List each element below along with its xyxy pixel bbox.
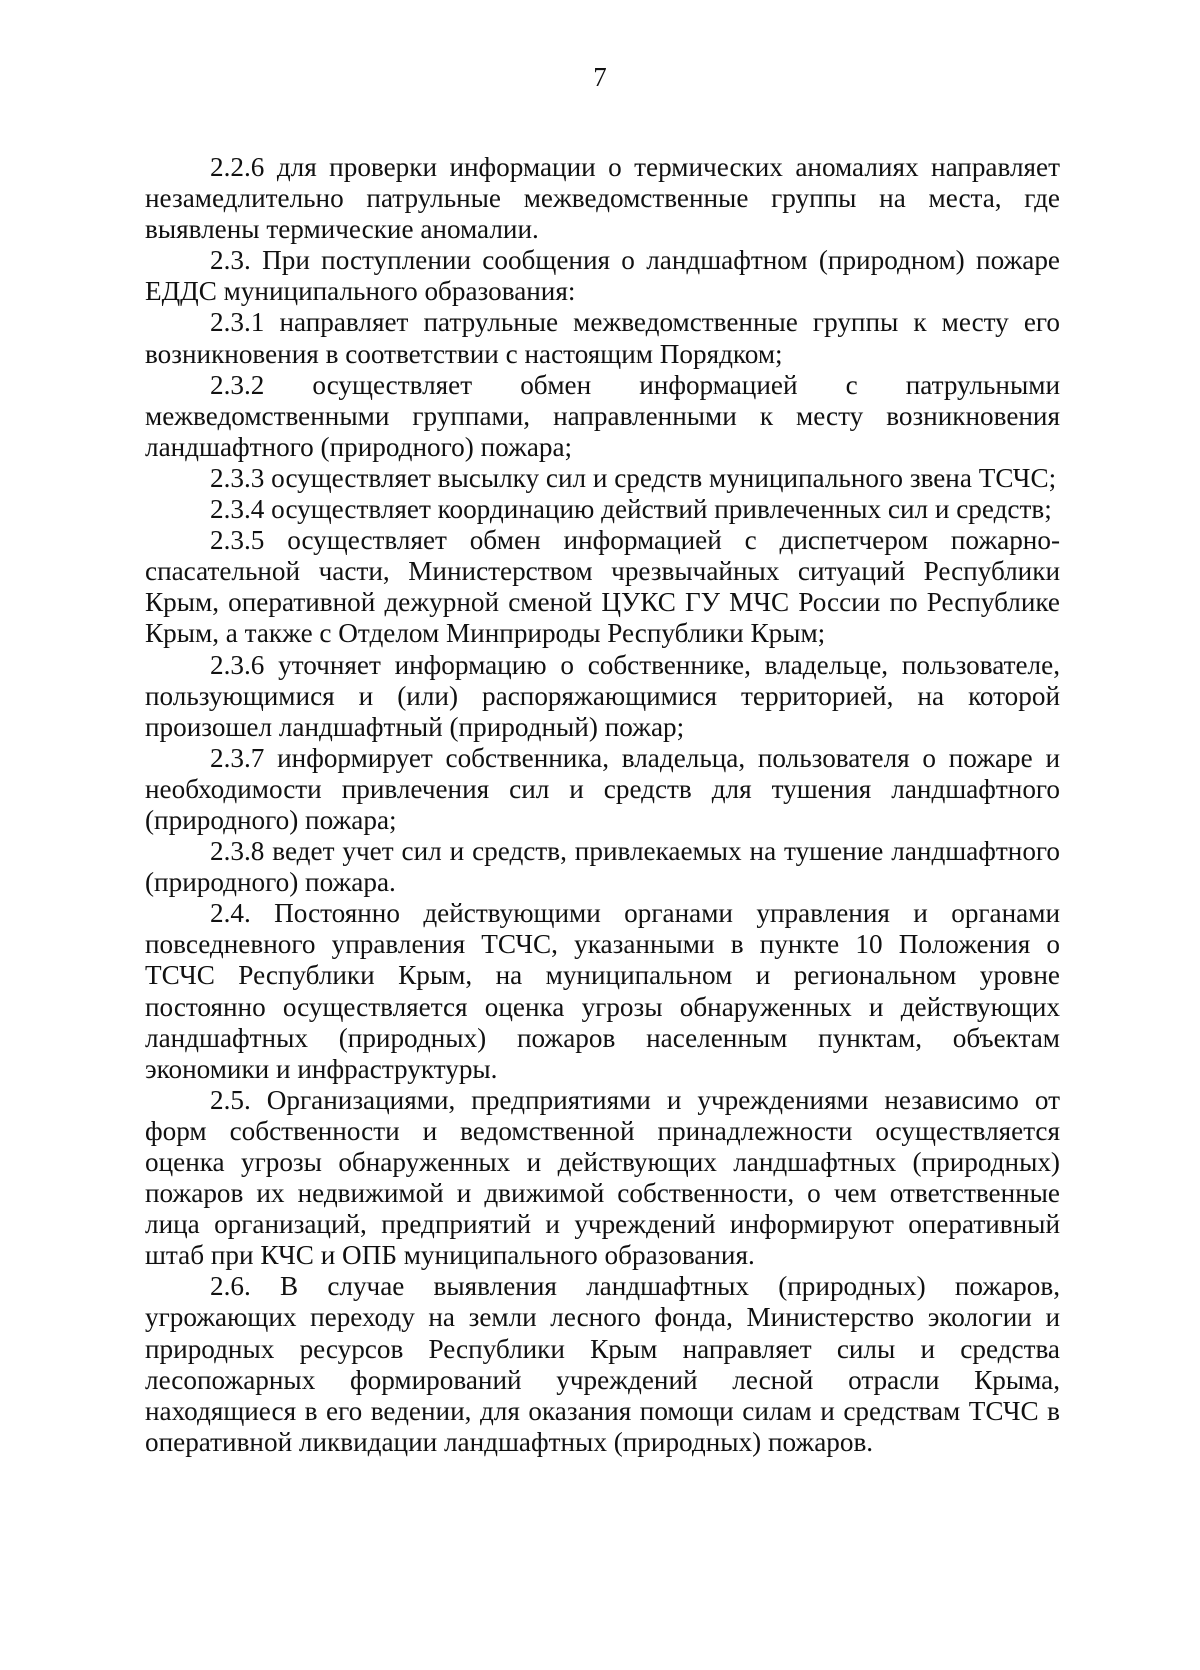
paragraph-2-4: 2.4. Постоянно действующими органами управления и органами повседневного управления ТСЧС, указанными в пункте 10 Положения о ТСЧС Республики Крым, на муниципальном и региональном уровне постоянно осуществляется оценка угрозы обнаруженных и действующих ландшафтных (природных) пожаров населенным пунктам, объектам экономики и инфраструктуры. <box>145 898 1060 1084</box>
paragraph-2-3-2: 2.3.2 осуществляет обмен информацией с патрульными межведомственными группами, направленными к месту возникновения ландшафтного (природного) пожара; <box>145 369 1060 462</box>
paragraph-2-3-6: 2.3.6 уточняет информацию о собственнике, владельце, пользователе, пользующимися и (или) распоряжающимися территорией, на которой произошел ландшафтный (природный) пожар; <box>145 649 1060 742</box>
paragraph-2-3-5: 2.3.5 осуществляет обмен информацией с диспетчером пожарно-спасательной части, Министерством чрезвычайных ситуаций Республики Крым, оперативной дежурной сменой ЦУКС ГУ МЧС России по Республике Крым, а также с Отделом Минприроды Республики Крым; <box>145 525 1060 649</box>
paragraph-2-3-4: 2.3.4 осуществляет координацию действий привлеченных сил и средств; <box>210 494 1052 525</box>
paragraph-2-3-3: 2.3.3 осуществляет высылку сил и средств муниципального звена ТСЧС; <box>210 462 1057 493</box>
page-number: 7 <box>593 62 607 92</box>
paragraph-2-5: 2.5. Организациями, предприятиями и учреждениями независимо от форм собственности и ведомственной принадлежности осуществляется оценка угрозы обнаруженных и действующих ландшафтных (природных) пожаров их недвижимой и движимой собственности, о чем ответственные лица организаций, предприятий и учреждений информируют оперативный штаб при КЧС и ОПБ муниципального образования. <box>145 1084 1060 1271</box>
paragraph-2-3-8: 2.3.8 ведет учет сил и средств, привлекаемых на тушение ландшафтного (природного) пожара. <box>145 836 1060 898</box>
document-body <box>145 152 1060 1458</box>
paragraph-2-3: 2.3. При поступлении сообщения о ландшафтном (природном) пожаре ЕДДС муниципального образования: <box>145 245 1060 307</box>
paragraph-2-2-6: 2.2.6 для проверки информации о термических аномалиях направляет незамедлительно патрульные межведомственные группы на места, где выявлены термические аномалии. <box>145 152 1060 245</box>
paragraph-2-3-7: 2.3.7 информирует собственника, владельца, пользователя о пожаре и необходимости привлечения сил и средств для тушения ландшафтного (природного) пожара; <box>145 742 1060 835</box>
paragraph-2-6: 2.6. В случае выявления ландшафтных (природных) пожаров, угрожающих переходу на земли лесного фонда, Министерство экологии и природных ресурсов Республики Крым направляет силы и средства лесопожарных формирований учреждений лесной отрасли Крыма, находящиеся в его ведении, для оказания помощи силам и средствам ТСЧС в оперативной ликвидации ландшафтных (природных) пожаров. <box>145 1271 1060 1457</box>
paragraph-2-3-1: 2.3.1 направляет патрульные межведомственные группы к месту его возникновения в соответствии с настоящим Порядком; <box>145 307 1060 369</box>
